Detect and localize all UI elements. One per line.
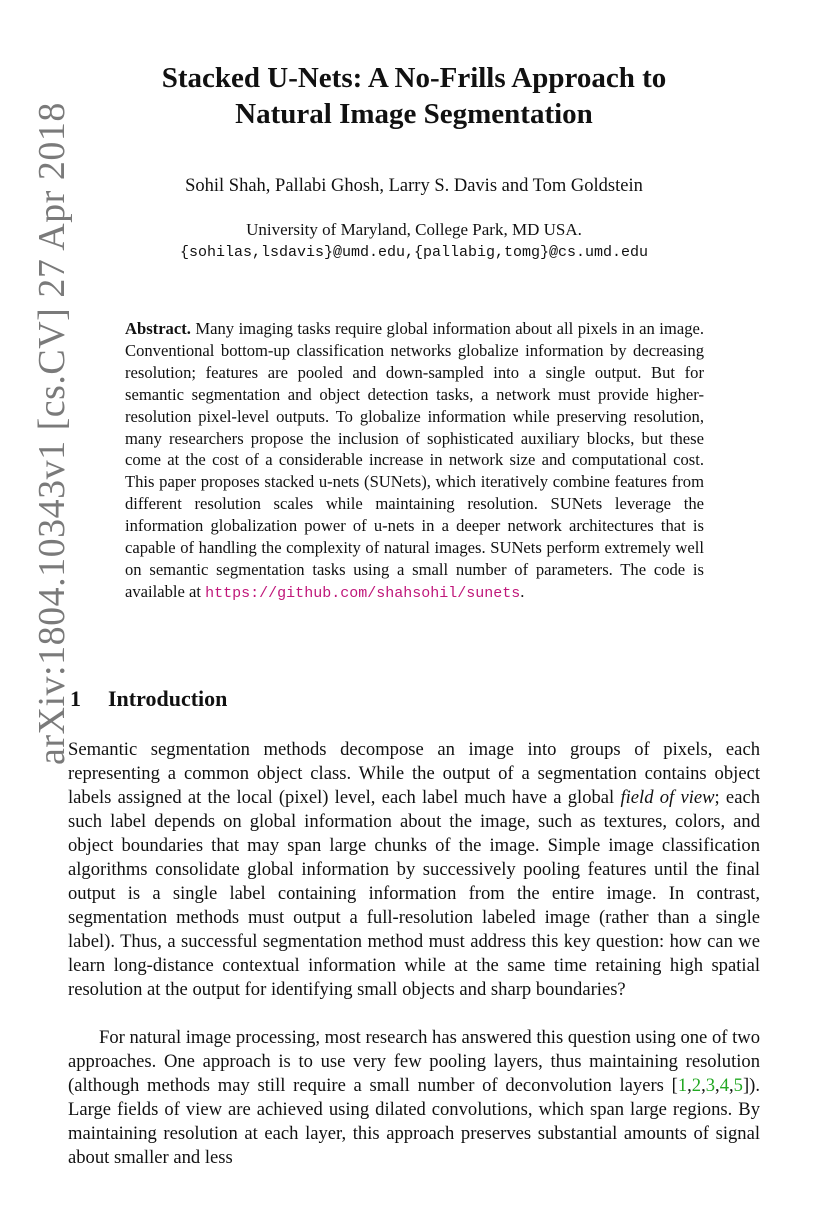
section-number: 1 — [70, 686, 81, 711]
intro-p1-text-a: Semantic segmentation methods decompose an image into groups of pixels, each representing a common object class. While the output of a segmentation contains object labels assigned at the local (pixel) level, each label much have a global — [68, 739, 760, 808]
author-emails: {sohilas,lsdavis}@umd.edu,{pallabig,tomg}@cs.umd.edu — [179, 244, 649, 261]
author-list: Sohil Shah, Pallabi Ghosh, Larry S. Davis and Tom Goldstein — [185, 176, 643, 196]
citation-4[interactable]: 4 — [719, 1075, 729, 1096]
title-line-1: Stacked U-Nets: A No-Frills Approach to — [161, 62, 667, 94]
title-line-2: Natural Image Segmentation — [235, 98, 593, 130]
citation-3[interactable]: 3 — [705, 1075, 716, 1096]
citation-1[interactable]: 1 — [677, 1075, 688, 1096]
intro-p1-text-b: ; each such label depends on global information about the image, such as textures, colors, and object boundaries that may span large chunks of the image. Simple image classification algorithms consolidate global information by successively pooling features until the final output is a single label containing information from the entire image. In contrast, segmentation methods must output a full-resolution labeled image (rather than a single label). Thus, a successful segmentation method must address this key question: how can we learn long-distance contextual information while at the same time retaining high spatial resolution at the output for identifying small objects and sharp boundaries? — [68, 787, 760, 1000]
arxiv-identifier: arXiv:1804.10343v1 [cs.CV] 27 Apr 2018 — [31, 102, 73, 765]
intro-p2-text-b: ]). Large fields of view are achieved using dilated convolutions, which span large regions. By maintaining resolution at each layer, this approach preserves substantial amounts of signal about smaller and less — [68, 1075, 760, 1168]
intro-paragraph-2: For natural image processing, most research has answered this question using one of two approaches. One approach is to use very few pooling layers, thus maintaining resolution (although methods may still require a small number of deconvolution layers [1,2,3,4,5]). Large fields of view are achieved using dilated convolutions, which span large regions. By maintaining resolution at each layer, this approach preserves substantial amounts of signal about smaller and less — [68, 1027, 760, 1168]
citation-5[interactable]: 5 — [733, 1075, 743, 1096]
abstract-text: Many imaging tasks require global information about all pixels in an image. Conventional bottom-up classification networks globalize information by decreasing resolution; features are pooled and down-sampled into a single output. But for semantic segmentation and object detection tasks, a network must provide higher-resolution pixel-level outputs. To globalize information while preserving resolution, many researchers propose the inclusion of sophisticated auxiliary blocks, but these come at the cost of a considerable increase in network size and computational cost. This paper proposes stacked u-nets (SUNets), which iteratively combine features from different resolution scales while maintaining resolution. SUNets leverage the information globalization power of u-nets in a deeper network architectures that is capable of handling the complexity of natural images. SUNets perform extremely well on semantic segmentation tasks using a small number of parameters. The code is available at — [125, 319, 705, 601]
paper-title — [100, 60, 728, 132]
affiliation: University of Maryland, College Park, MD USA. — [246, 220, 582, 239]
affiliation-block — [100, 218, 728, 264]
abstract — [125, 318, 704, 605]
intro-p2-text-a: For natural image processing, most research has answered this question using one of two approaches. One approach is to use very few pooling layers, thus maintaining resolution (although methods may still require a small number of deconvolution layers [ — [68, 1027, 760, 1096]
code-link[interactable]: https://github.com/shahsohil/sunets — [205, 584, 521, 602]
section-title: Introduction — [108, 686, 228, 711]
citation-2[interactable]: 2 — [691, 1075, 702, 1096]
arxiv-side-stamp — [30, 65, 80, 765]
section-heading — [70, 686, 227, 712]
intro-p1-italic: field of view — [620, 787, 715, 808]
abstract-label: Abstract. — [125, 319, 191, 338]
intro-paragraph-1 — [68, 738, 760, 1002]
abstract-end: . — [520, 581, 525, 601]
